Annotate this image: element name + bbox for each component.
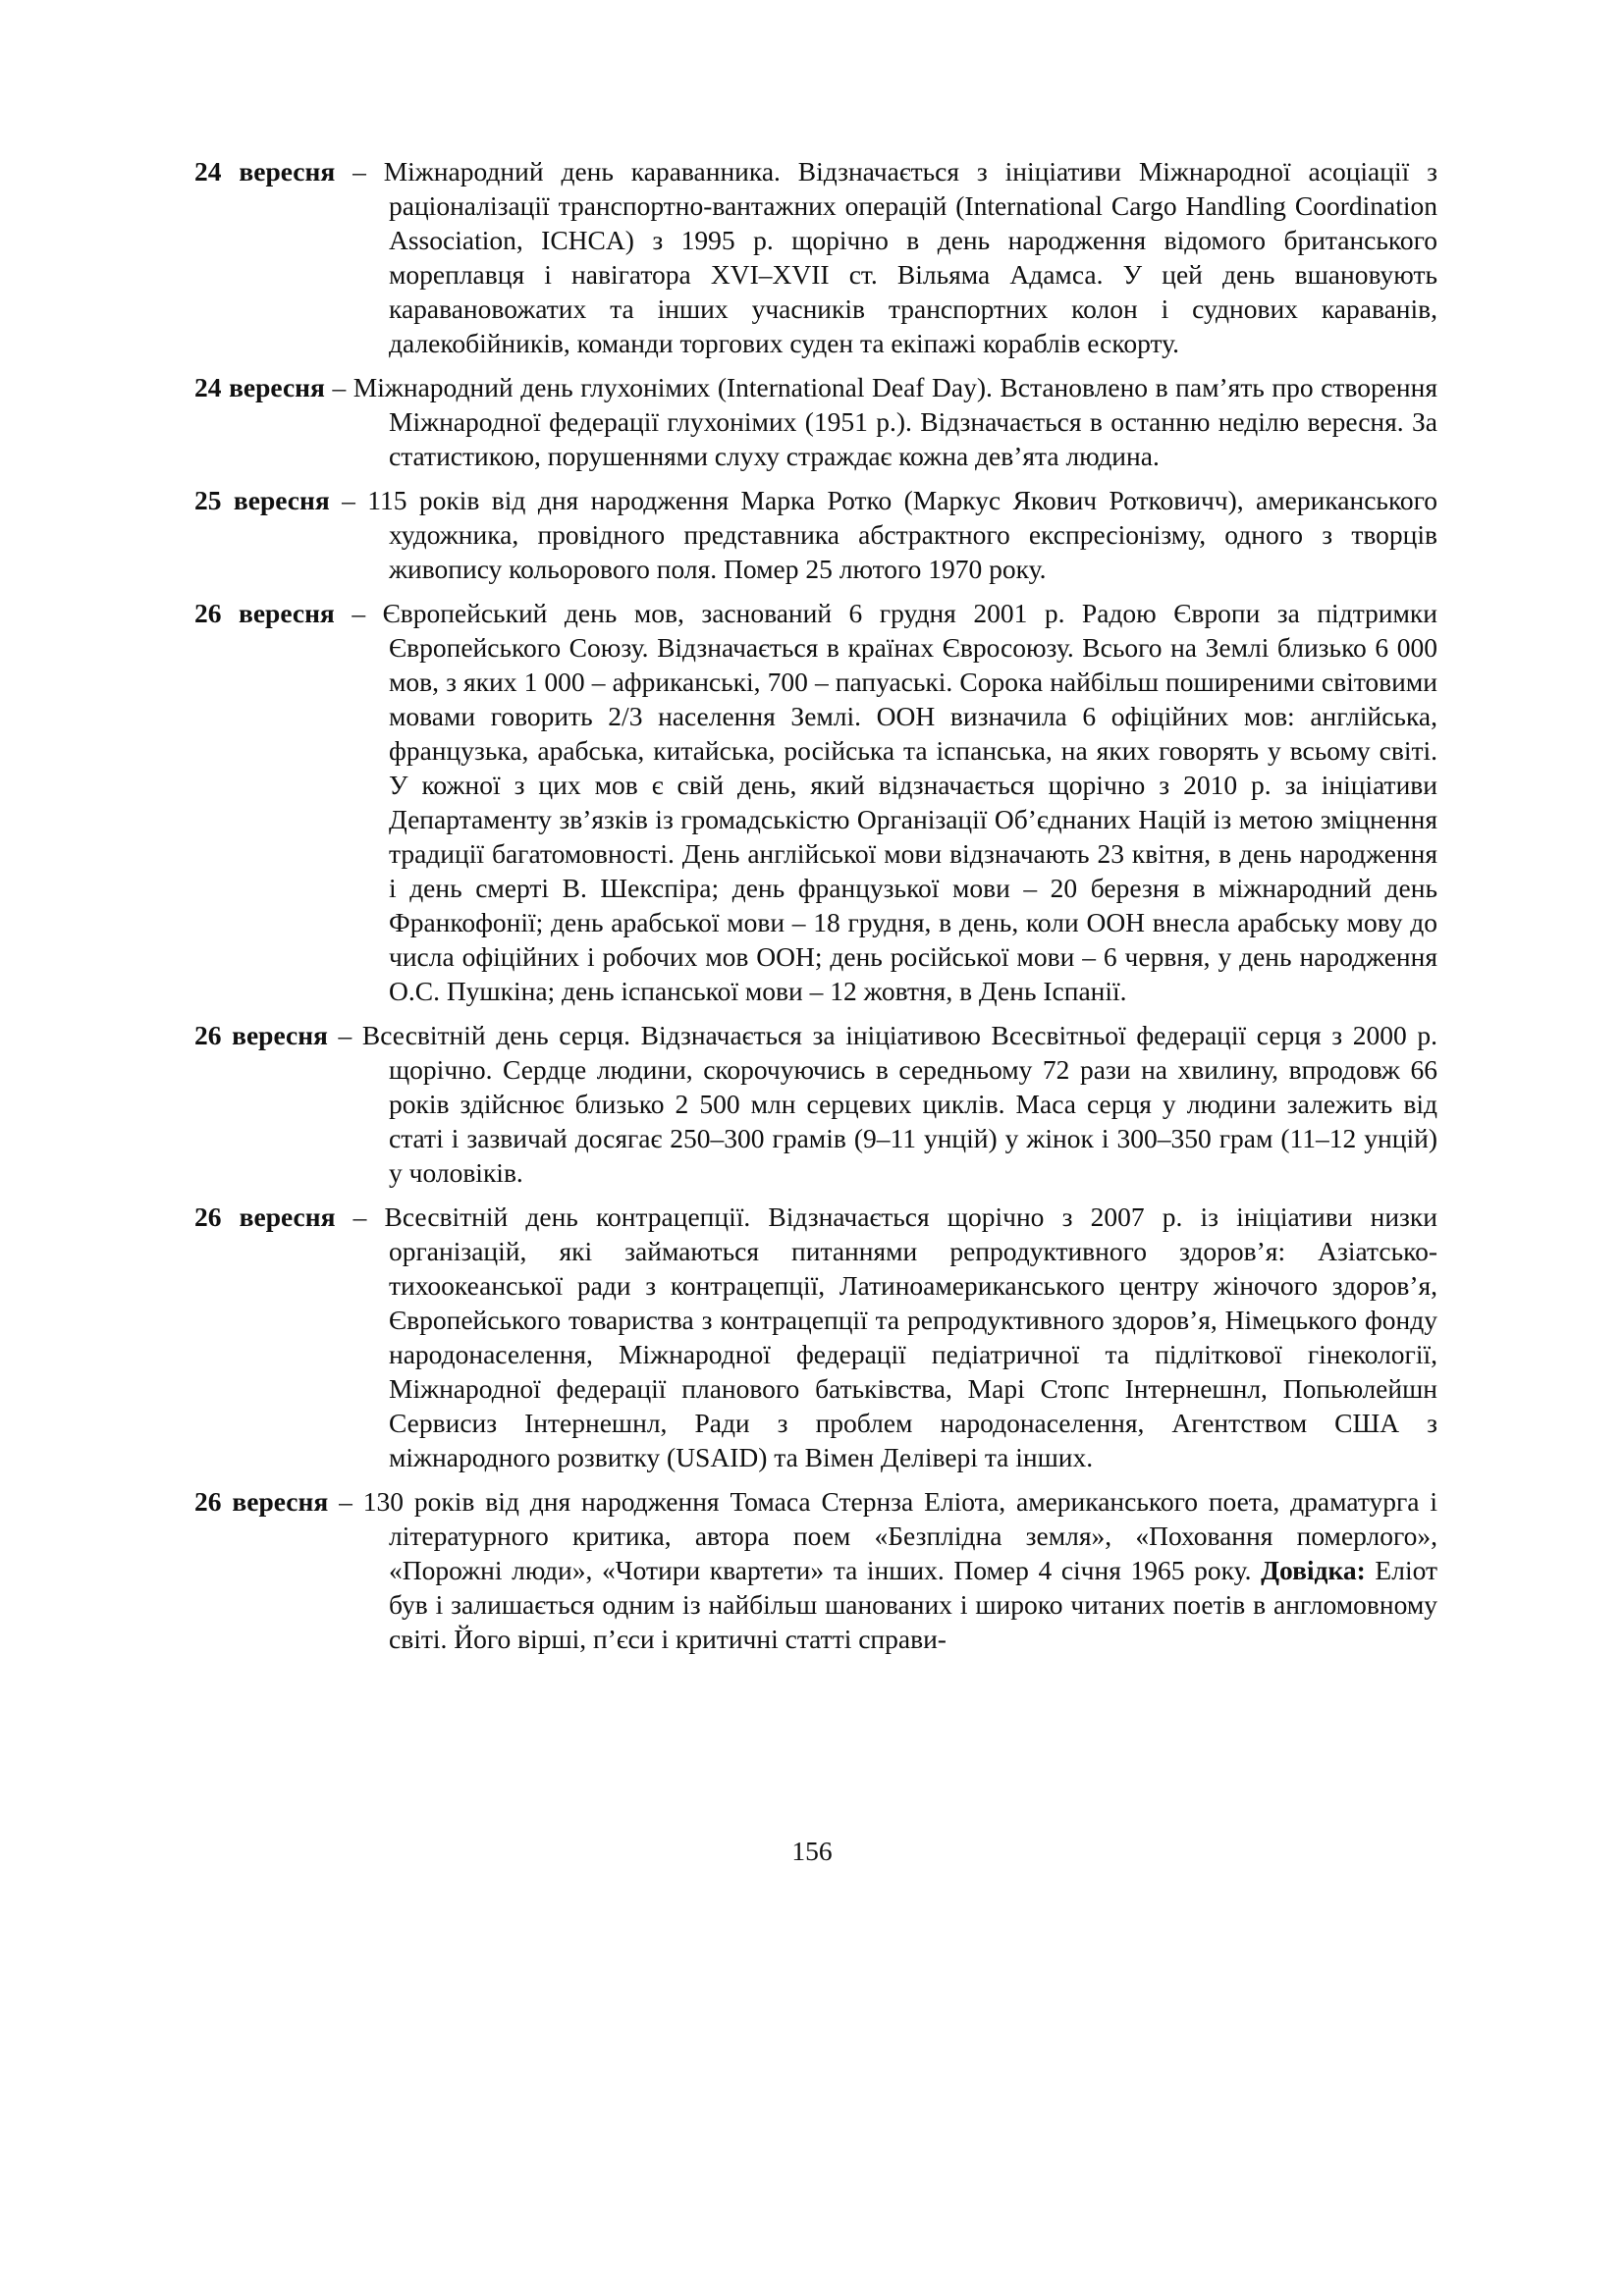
page-number: 156 [791,1836,833,1866]
entry-date: 26 вересня [194,1201,336,1232]
entry-date: 24 вересня [194,372,325,402]
note-label: Довідка: [1261,1555,1366,1585]
entries-list [194,154,1437,1666]
entry-text: – 130 років від дня народження Томаса Стернза Еліота, американського поета, драматурга і літературного критика, автора поем «Безплідна земля», «Поховання померлого», «Порожні люди», «Чотири квартети» та інших. Помер 4 січня 1965 року. [328,1486,1437,1585]
entry-text: – Міжнародний день глухонімих (International Deaf Day). Встановлено в пам’ять про створення Міжнародної федерації глухонімих (1951 р.). Відзначається в останню неділю вересня. За статистикою, порушеннями слуху страждає кожна дев’ята людина. [324,372,1437,471]
list-item [194,1018,1437,1190]
list-item [194,596,1437,1008]
entry-text: – Міжнародний день караванника. Відзначається з ініціативи Міжнародної асоціації з раціоналізації транспортно-вантажних операцій (International Cargo Handling Coordination Association, ICHCA) з 1995 р. щорічно в день народження відомого британського мореплавця і навігатора XVI–XVII ст. Вільяма Адамса. У цей день вшановують каравановожатих та інших учасників транспортних колон і суднових караванів, далекобійників, команди торгових суден та екіпажі кораблів ескорту. [335,156,1437,358]
entry-text: – 115 років від дня народження Марка Ротко (Маркус Якович Ротковичч), американського художника, провідного представника абстрактного експресіонізму, одного з творців живопису кольорового поля. Помер 25 лютого 1970 року. [329,485,1437,584]
entry-date: 26 вересня [194,598,335,628]
entry-text: – Європейський день мов, заснований 6 грудня 2001 р. Радою Європи за підтримки Європейського Союзу. Відзначається в країнах Євросоюзу. Всього на Землі близько 6 000 мов, з яких 1 000 – африканські, 700 – папуаські. Сорока найбільш поширеними світовими мовами говорить 2/3 населення Землі. ООН визначила 6 офіційних мов: англійська, французька, арабська, китайська, російська та іспанська, на яких говорять у всьому світі. У кожної з цих мов є свій день, який відзначається щорічно з 2010 р. за ініціативи Департаменту зв’язків із громадськістю Організації Об’єднаних Націй із метою зміцнення традиції багатомовності. День англійської мови відзначають 23 квітня, в день народження і день смерті В. Шекспіра; день французької мови – 20 березня в міжнародний день Франкофонії; день арабської мови – 18 грудня, в день, коли ООН внесла арабську мову до числа офіційних і робочих мов ООН; день російської мови – 6 червня, у день народження О.С. Пушкіна; день іспанської мови – 12 жовтня, в День Іспанії. [334,598,1437,1006]
entry-date: 24 вересня [194,156,336,187]
list-item [194,483,1437,586]
entry-date: 25 вересня [194,485,330,515]
note-text: Еліот був і залишається одним із найбільш шанованих і широко читаних поетів в англомовному світі. Його вірші, п’єси і критичні статті справи- [389,1555,1437,1654]
list-item [194,1200,1437,1474]
list-item [194,370,1437,473]
entry-text: – Всесвітній день контрацепції. Відзначається щорічно з 2007 р. із ініціативи низки організацій, які займаються питаннями репродуктивного здоров’я: Азіатсько-тихоокеанської ради з контрацепції, Латиноамериканського центру жіночого здоров’я, Європейського товариства з контрацепції та репродуктивного здоров’я, Німецького фонду народонаселення, Міжнародної федерації педіатричної та підліткової гінекології, Міжнародної федерації планового батьківства, Марі Стопс Інтернешнл, Попьюлейшн Сервисиз Інтернешнл, Ради з проблем народонаселення, Агентством США з міжнародного розвитку (USAID) та Вімен Делівері та інших. [335,1201,1437,1472]
entry-date: 26 вересня [194,1020,328,1050]
entry-date: 26 вересня [194,1486,329,1517]
list-item [194,154,1437,360]
list-item [194,1484,1437,1656]
entry-text: – Всесвітній день серця. Відзначається за ініціативою Всесвітньої федерації серця з 2000 р. щорічно. Сердце людини, скорочуючись в середньому 72 рази на хвилину, впродовж 66 років здійснює близько 2 500 млн серцевих циклів. Маса серця у людини залежить від статі і зазвичай досягає 250–300 грамів (9–11 унцій) у жінок і 300–350 грам (11–12 унцій) у чоловіків. [327,1020,1437,1188]
